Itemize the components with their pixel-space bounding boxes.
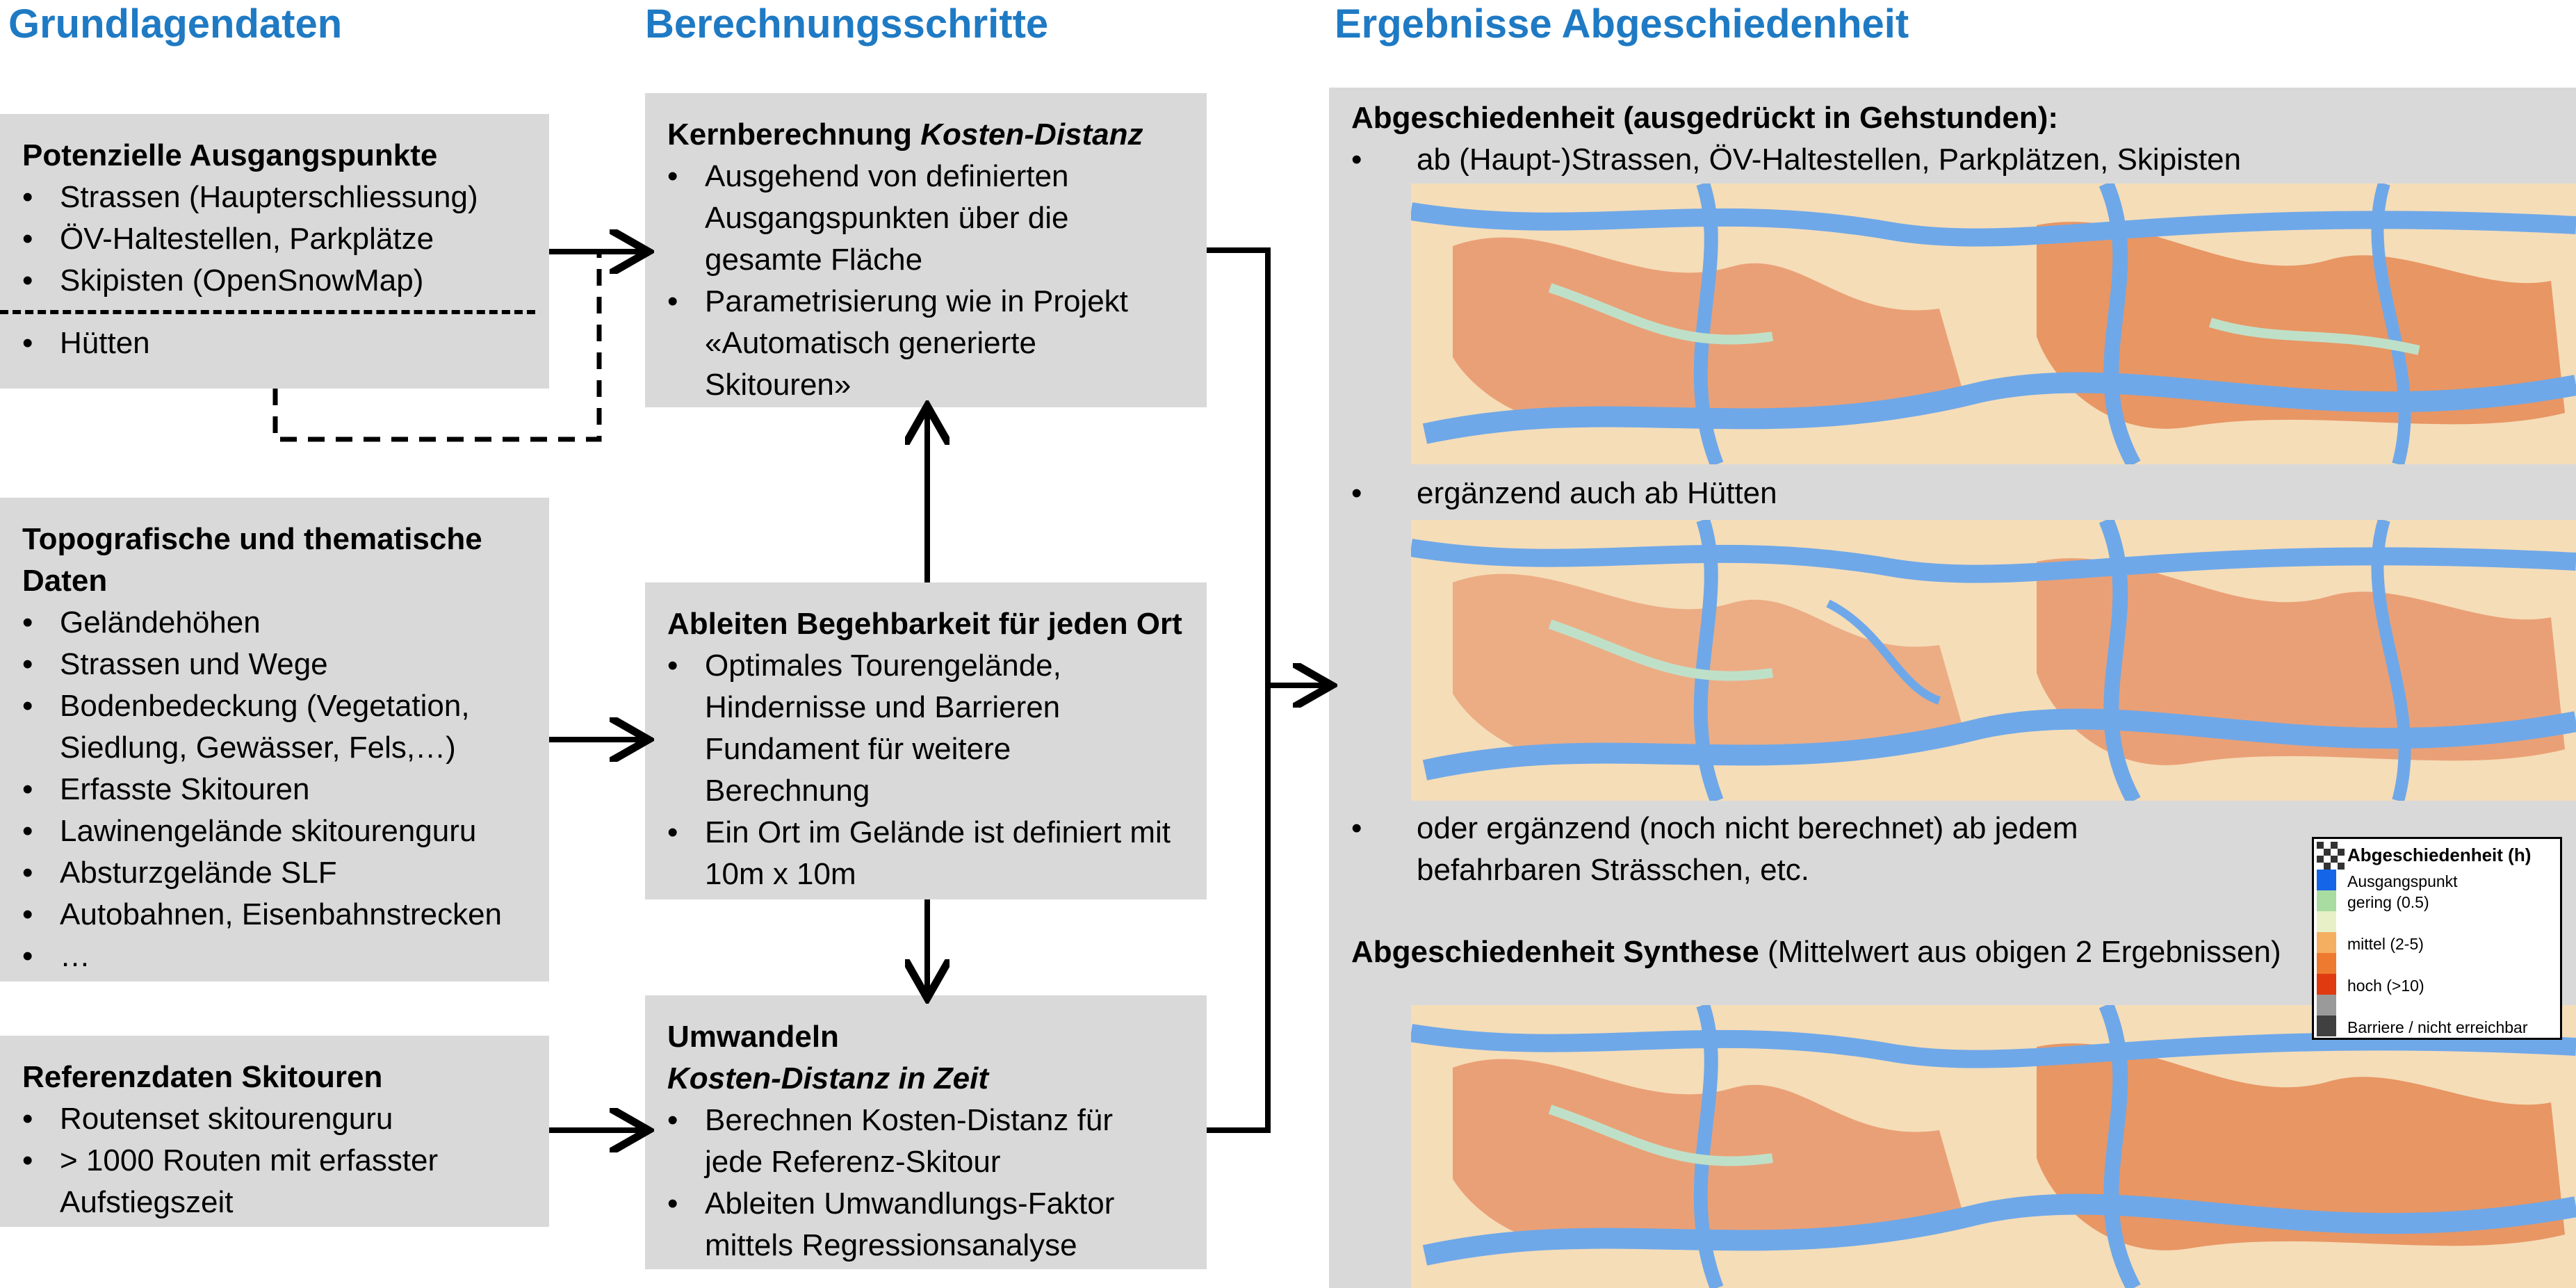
list-item: • > 1000 Routen mit erfasster Aufstiegszeit xyxy=(22,1140,505,1223)
heading-berechnungsschritte: Berechnungsschritte xyxy=(645,1,1049,47)
results-bullet-2-symbol: • xyxy=(1351,476,1362,510)
list-item: • Autobahnen, Eisenbahnstrecken xyxy=(22,894,535,936)
bracket-to-results xyxy=(1207,250,1326,1130)
legend-title: Abgeschiedenheit (h) xyxy=(2347,845,2532,865)
list-item: • Optimales Tourengelände, Hindernisse und Barrieren Fundament für weitere Berechnung xyxy=(667,645,1094,812)
list-item: • Absturzgelände SLF xyxy=(22,852,535,894)
synthese-plain: (Mittelwert aus obigen 2 Ergebnissen) xyxy=(1759,935,2281,969)
results-bullet-1: ab (Haupt-)Strassen, ÖV-Haltestellen, Parkplätzen, Skipisten xyxy=(1417,142,2242,177)
list-item: • Ein Ort im Gelände ist definiert mit 10m x 10m xyxy=(667,812,1177,895)
list-item: • Bodenbedeckung (Vegetation, Siedlung, Gewässer, Fels,…) xyxy=(22,685,505,769)
list-item: • Hütten xyxy=(22,323,535,364)
results-bullet-3-line-1: oder ergänzend (noch nicht berechnet) ab jedem xyxy=(1417,811,2078,845)
list-item: • Berechnen Kosten-Distanz für jede Referenz-Skitour xyxy=(667,1100,1164,1183)
legend-label: mittel (2-5) xyxy=(2347,935,2424,953)
results-bullet-3-line-2: befahrbaren Strässchen, etc. xyxy=(1417,853,1809,887)
dashed-connector-huetten xyxy=(275,252,599,439)
list-item: • Ausgehend von definierten Ausgangspunkten über die gesamte Fläche xyxy=(667,156,1122,281)
box-topo-title: Topografische und thematische Daten xyxy=(22,522,482,598)
heading-grundlagendaten: Grundlagendaten xyxy=(8,1,343,47)
list-item: • Parametrisierung wie in Projekt «Automatisch generierte Skitouren» xyxy=(667,281,1177,406)
results-title: Abgeschiedenheit (ausgedrückt in Gehstunden): xyxy=(1351,101,2059,135)
list-item: • Ableiten Umwandlungs-Faktor mittels Regressionsanalyse xyxy=(667,1183,1177,1266)
list-item: • Lawinengelände skitourenguru xyxy=(22,810,535,852)
results-bullet-2: ergänzend auch ab Hütten xyxy=(1417,476,1777,510)
list-item: • Geländehöhen xyxy=(22,602,535,644)
legend-label: Barriere / nicht erreichbar xyxy=(2347,1018,2528,1036)
list-item: • Strassen und Wege xyxy=(22,644,535,685)
heading-ergebnisse: Ergebnisse Abgeschiedenheit xyxy=(1335,1,1909,47)
legend-label: Ausgangspunkt xyxy=(2347,872,2458,890)
synthese-bold: Abgeschiedenheit Synthese xyxy=(1351,935,1759,969)
results-bullet-3-symbol: • xyxy=(1351,811,1362,845)
legend-label: hoch (>10) xyxy=(2347,977,2424,995)
box-referenz-title: Referenzdaten Skitouren xyxy=(22,1060,383,1094)
legend-label: gering (0.5) xyxy=(2347,893,2429,911)
box-kern-title-plain: Kernberechnung xyxy=(667,117,921,152)
list-item: • Skipisten (OpenSnowMap) xyxy=(22,260,535,302)
list-item: • Routenset skitourenguru xyxy=(22,1098,535,1140)
results-bullet-1-symbol: • xyxy=(1351,142,1362,177)
box-kern-title-italic: Kosten-Distanz xyxy=(920,117,1143,152)
list-item: • Strassen (Haupterschliessung) xyxy=(22,177,535,218)
box-umwandeln-title-italic: Kosten-Distanz in Zeit xyxy=(667,1061,989,1095)
list-item: • … xyxy=(22,936,535,977)
box-ausgangspunkte-title: Potenzielle Ausgangspunkte xyxy=(22,138,438,172)
list-item: • Erfasste Skitouren xyxy=(22,769,535,810)
box-ableiten-title: Ableiten Begehbarkeit für jeden Ort xyxy=(667,607,1182,641)
box-umwandeln-title-line1: Umwandeln xyxy=(667,1020,839,1054)
list-item: • ÖV-Haltestellen, Parkplätze xyxy=(22,218,535,260)
